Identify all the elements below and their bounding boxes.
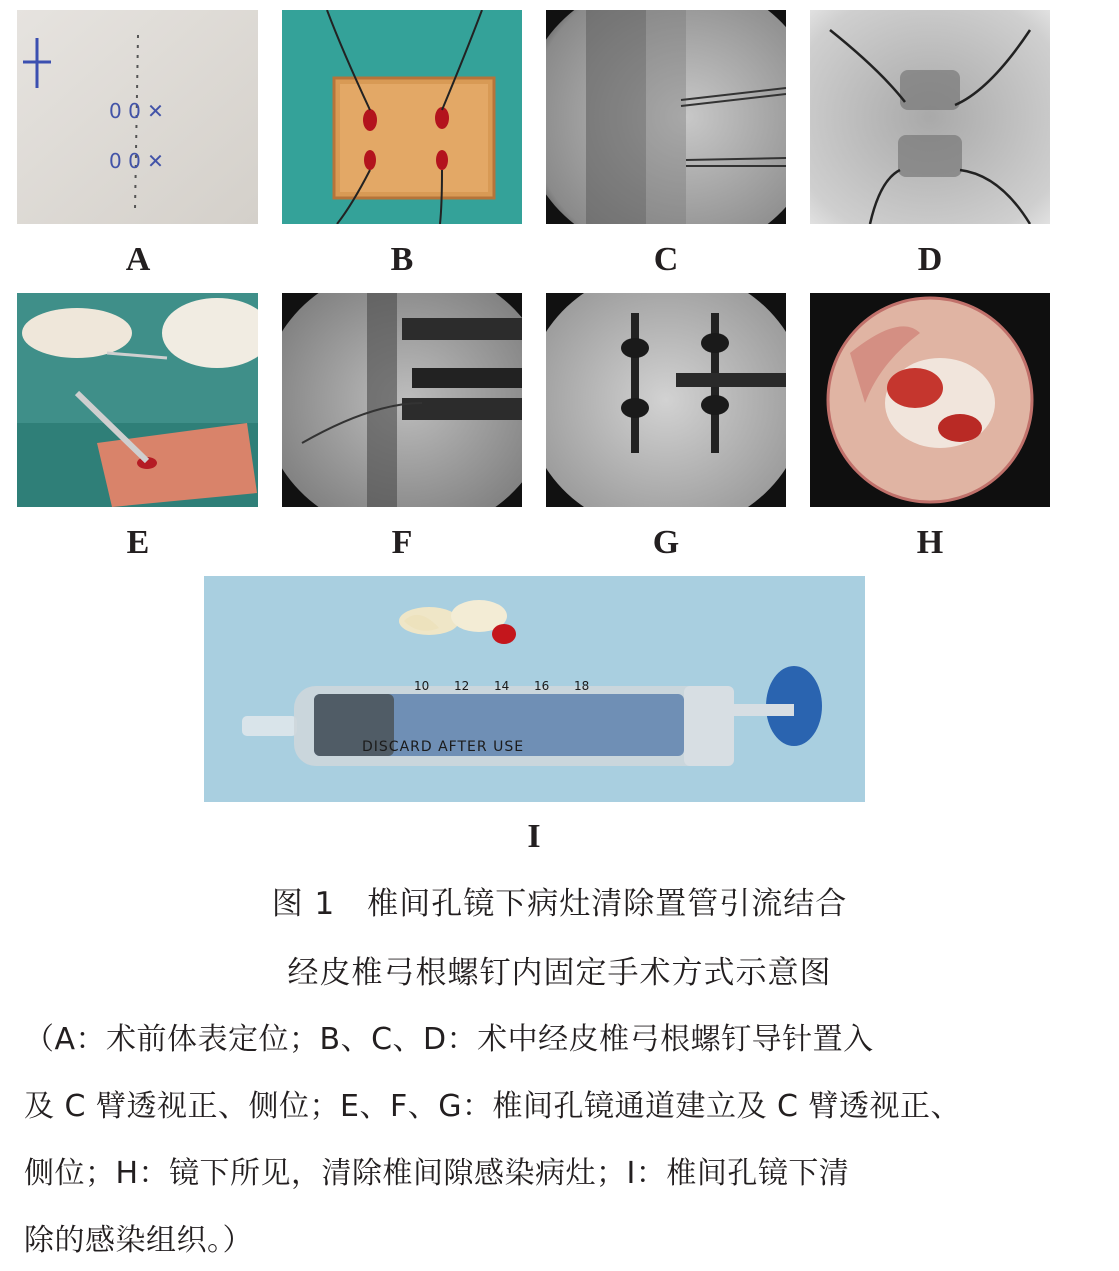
panel-h-label: H bbox=[916, 524, 944, 561]
figure-caption-subtitle: 经皮椎弓根螺钉内固定手术方式示意图 bbox=[287, 955, 832, 991]
figure-note-line: 侧位；H：镜下所见，清除椎间隙感染病灶；I：椎间孔镜下清 bbox=[24, 1156, 850, 1191]
removed-tissue-with-syringe bbox=[204, 576, 865, 802]
panel-e-image bbox=[17, 293, 258, 507]
syringe-scale-tick: 14 bbox=[494, 679, 510, 693]
figure-note-line: 及 C 臂透视正、侧位；E、F、G：椎间孔镜通道建立及 C 臂透视正、 bbox=[24, 1089, 961, 1124]
panel-b-image bbox=[282, 10, 522, 224]
ap-fluoroscopy-screws bbox=[546, 293, 786, 507]
figure-caption-title: 图 1 椎间孔镜下病灶清除置管引流结合 bbox=[271, 886, 848, 922]
panel-a-image bbox=[17, 10, 258, 224]
syringe-scale-tick: 12 bbox=[454, 679, 470, 693]
panel-c-label: C bbox=[653, 241, 679, 278]
panel-a-label: A bbox=[125, 241, 151, 278]
panel-b-label: B bbox=[390, 241, 414, 278]
endoscopic-view bbox=[810, 293, 1050, 507]
panel-h-image bbox=[810, 293, 1050, 507]
panel-e-label: E bbox=[126, 524, 150, 561]
lateral-fluoroscopy bbox=[546, 10, 786, 224]
panel-d-image bbox=[810, 10, 1050, 224]
panel-i-label: I bbox=[527, 818, 541, 855]
syringe-scale-tick: 16 bbox=[534, 679, 550, 693]
panel-g-image bbox=[546, 293, 786, 507]
panel-f-label: F bbox=[391, 524, 413, 561]
svg-text:0 0 ✕: 0 0 ✕ bbox=[109, 99, 164, 123]
panel-f-image bbox=[282, 293, 522, 507]
svg-text:0 0 ✕: 0 0 ✕ bbox=[109, 149, 164, 173]
surgical-field-photo bbox=[282, 10, 522, 224]
ap-fluoroscopy bbox=[810, 10, 1050, 224]
panel-i-image bbox=[204, 576, 865, 802]
skin-marking-photo bbox=[17, 10, 258, 224]
figure-note-line: （A：术前体表定位；B、C、D：术中经皮椎弓根螺钉导针置入 bbox=[24, 1022, 874, 1057]
lateral-fluoroscopy-screws bbox=[282, 293, 522, 507]
syringe-print-text: DISCARD AFTER USE bbox=[362, 739, 525, 755]
panel-d-label: D bbox=[917, 241, 943, 278]
syringe-scale-tick: 10 bbox=[414, 679, 430, 693]
syringe-scale-tick: 18 bbox=[574, 679, 590, 693]
panel-c-image bbox=[546, 10, 786, 224]
figure-note-line: 除的感染组织。） bbox=[24, 1223, 253, 1258]
panel-g-label: G bbox=[652, 524, 680, 561]
endoscope-insertion-photo bbox=[17, 293, 258, 507]
